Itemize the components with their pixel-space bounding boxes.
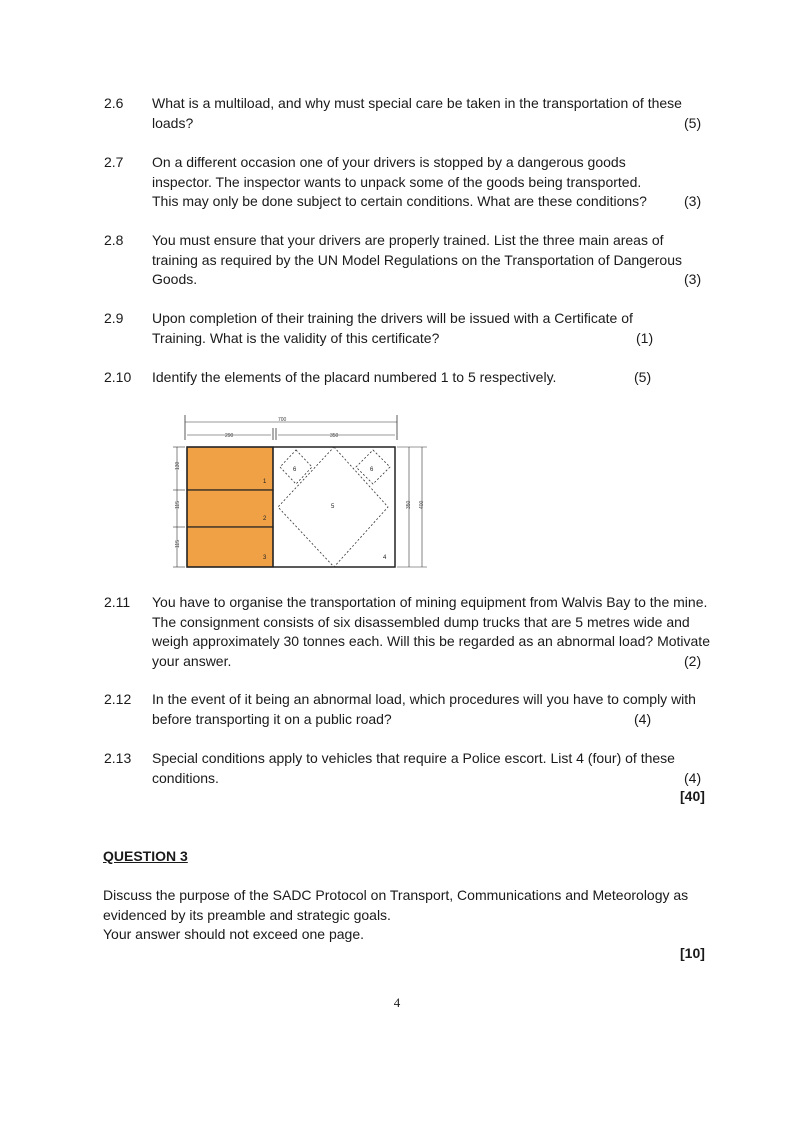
question-2-9: [104, 309, 710, 348]
page-number: 4: [393, 995, 401, 1010]
panel-1: [187, 447, 273, 490]
question-number: 2.11: [104, 594, 131, 610]
question-3-text: Discuss the purpose of the SADC Protocol on Transport, Communications and Meteorology as evidenced by its preamble and strategic goals.: [103, 887, 689, 923]
panel-2: [187, 490, 273, 527]
question-number: 2.12: [104, 691, 132, 707]
question-marks: (3): [684, 271, 702, 287]
question-number: 2.10: [104, 369, 132, 385]
dim-panel-2: 115: [175, 501, 181, 509]
question-2-total: [40]: [680, 788, 705, 804]
label-3: 3: [263, 555, 267, 561]
question-marks: (4): [634, 710, 652, 727]
question-number: 2.7: [104, 154, 124, 170]
dim-panel-1: 130: [175, 461, 181, 470]
question-3-instruction: Your answer should not exceed one page.: [103, 926, 365, 942]
question-2-12: [104, 690, 710, 729]
question-2-6: [104, 94, 710, 133]
label-1: 1: [263, 479, 267, 485]
question-2-13: [104, 749, 710, 788]
question-text: Identify the elements of the placard numbered 1 to 5 respectively.: [152, 369, 557, 385]
question-2-7: [104, 153, 710, 212]
question-text: What is a multiload, and why must special care be taken in the transportation of these loads?: [152, 95, 682, 131]
question-number: 2.8: [104, 232, 124, 248]
question-number: 2.13: [104, 750, 132, 766]
label-6-right: 6: [370, 467, 374, 473]
label-6-left: 6: [293, 467, 297, 473]
dim-inner-height: 350: [406, 500, 412, 509]
question-marks: (5): [684, 114, 702, 131]
question-3-total: [10]: [680, 945, 705, 961]
question-text: Upon completion of their training the drivers will be issued with a Certificate of Training. What is the validity of this certificate?: [152, 310, 633, 346]
question-2-10: [104, 368, 710, 388]
placard-diagram: [165, 410, 435, 575]
question-number: 2.6: [104, 95, 124, 111]
dim-height: 400: [419, 500, 425, 509]
dim-left-width: 290: [225, 433, 234, 439]
question-marks: (5): [634, 369, 652, 385]
dim-total-width: 700: [278, 417, 287, 423]
question-text: Special conditions apply to vehicles that require a Police escort. List 4 (four) of these conditions.: [152, 750, 675, 786]
question-number: 2.9: [104, 310, 124, 326]
question-text: In the event of it being an abnormal load, which procedures will you have to comply with before transporting it on a public road?: [152, 691, 696, 727]
question-marks: (4): [684, 769, 702, 786]
question-marks: (3): [684, 193, 702, 209]
dim-right-width: 350: [330, 433, 339, 439]
dim-panel-3: 115: [175, 540, 181, 548]
question-marks: (2): [684, 652, 702, 669]
question-marks: (1): [636, 329, 654, 346]
question-2-8: [104, 231, 710, 290]
label-5: 5: [331, 504, 335, 510]
panel-3: [187, 527, 273, 567]
label-2: 2: [263, 516, 267, 522]
question-text: You have to organise the transportation of mining equipment from Walvis Bay to the mine. The consignment consists of six disassembled dump trucks that are 5 metres wide and weigh approximately 30 tonnes each. Will this be regarded as an abnormal load? Motivate your answer.: [152, 594, 710, 669]
question-3-heading: QUESTION 3: [103, 848, 188, 864]
question-text: On a different occasion one of your drivers is stopped by a dangerous goods inspector. The inspector wants to unpack some of the goods being transported. This may only be done subject to certain conditions. What are these conditions?: [152, 154, 647, 209]
label-4: 4: [383, 555, 387, 561]
question-text: You must ensure that your drivers are properly trained. List the three main areas of training as required by the UN Model Regulations on the Transportation of Dangerous Goods.: [152, 232, 682, 287]
question-2-11: [104, 593, 710, 671]
